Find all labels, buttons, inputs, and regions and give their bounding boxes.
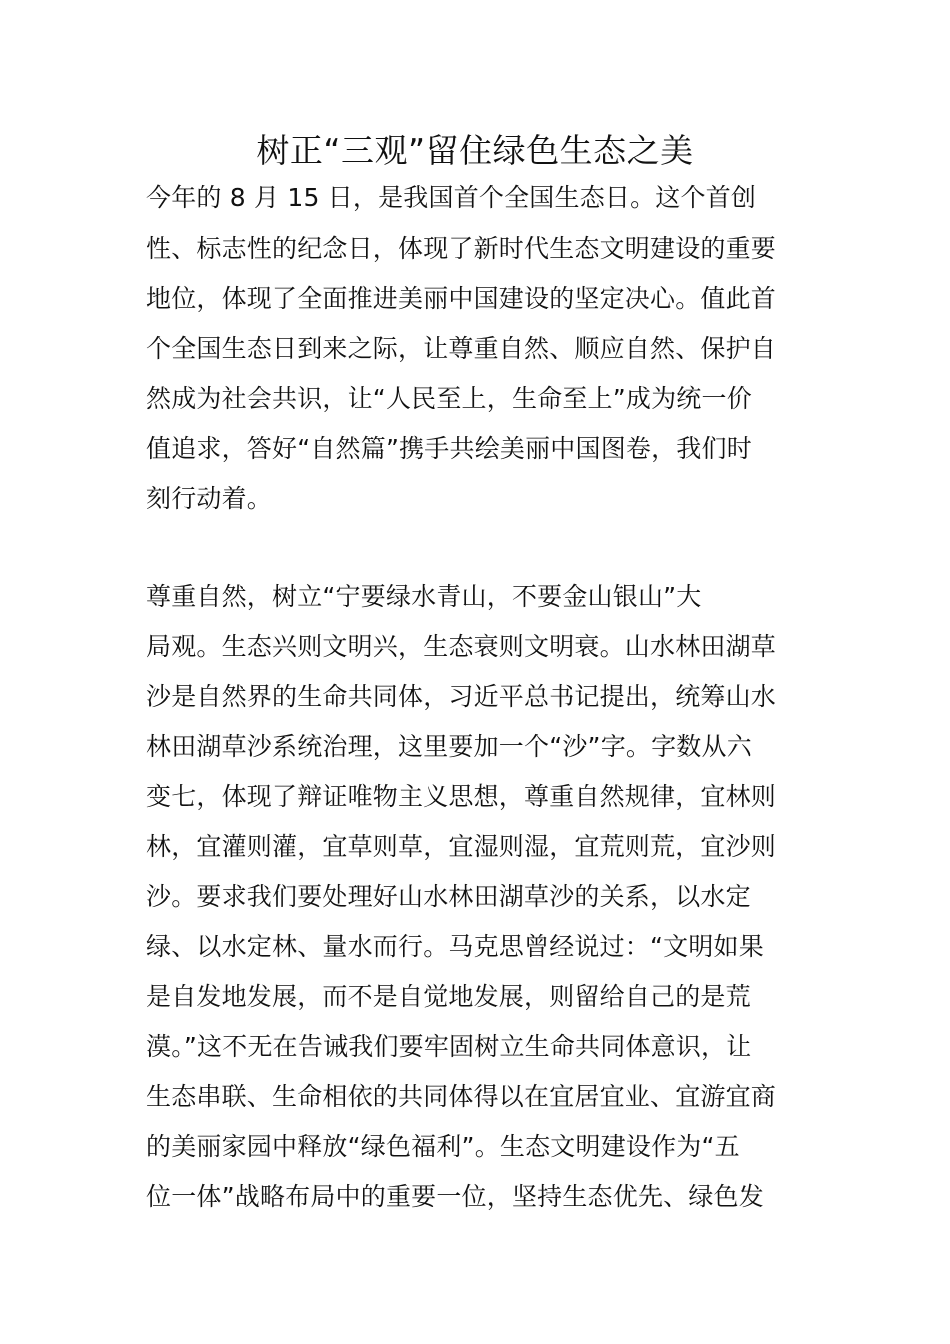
paragraph-2-line-1: 尊重自然，树立“宁要绿水青山，不要金山银山”大 bbox=[146, 582, 702, 611]
paragraph-1-line-2: 性、标志性的纪念日，体现了新时代生态文明建设的重要 bbox=[146, 234, 777, 263]
paragraph-2-line-4: 林田湖草沙系统治理，这里要加一个“沙”字。字数从六 bbox=[146, 732, 752, 761]
paragraph-1-line-4: 个全国生态日到来之际，让尊重自然、顺应自然、保护自 bbox=[146, 334, 777, 363]
paragraph-1-line-7: 刻行动着。 bbox=[146, 484, 273, 513]
paragraph-1-line-5: 然成为社会共识，让“人民至上，生命至上”成为统一价 bbox=[146, 384, 752, 413]
document-title: 树正“三观”留住绿色生态之美 bbox=[256, 131, 694, 170]
paragraph-2-line-12: 的美丽家园中释放“绿色福利”。生态文明建设作为“五 bbox=[146, 1132, 740, 1161]
paragraph-2-line-8: 绿、以水定林、量水而行。马克思曾经说过：“文明如果 bbox=[146, 932, 764, 961]
paragraph-2-line-13: 位一体”战略布局中的重要一位，坚持生态优先、绿色发 bbox=[146, 1182, 764, 1211]
paragraph-2-line-6: 林，宜灌则灌，宜草则草，宜湿则湿，宜荒则荒，宜沙则 bbox=[146, 832, 777, 861]
paragraph-1-line-1: 今年的 8 月 15 日，是我国首个全国生态日。这个首创 bbox=[146, 183, 757, 212]
paragraph-2-line-3: 沙是自然界的生命共同体，习近平总书记提出，统筹山水 bbox=[146, 682, 777, 711]
paragraph-2-line-2: 局观。生态兴则文明兴，生态衰则文明衰。山水林田湖草 bbox=[146, 632, 777, 661]
paragraph-2-line-10: 漠。”这不无在告诫我们要牢固树立生命共同体意识，让 bbox=[146, 1032, 752, 1061]
paragraph-2-line-5: 变七，体现了辩证唯物主义思想，尊重自然规律，宜林则 bbox=[146, 782, 777, 811]
paragraph-1-line-6: 值追求，答好“自然篇”携手共绘美丽中国图卷，我们时 bbox=[146, 434, 752, 463]
paragraph-2-line-7: 沙。要求我们要处理好山水林田湖草沙的关系，以水定 bbox=[146, 882, 751, 911]
paragraph-1-line-3: 地位，体现了全面推进美丽中国建设的坚定决心。值此首 bbox=[146, 284, 777, 313]
paragraph-2-line-9: 是自发地发展，而不是自觉地发展，则留给自己的是荒 bbox=[146, 982, 751, 1011]
paragraph-2-line-11: 生态串联、生命相依的共同体得以在宜居宜业、宜游宜商 bbox=[146, 1082, 777, 1111]
